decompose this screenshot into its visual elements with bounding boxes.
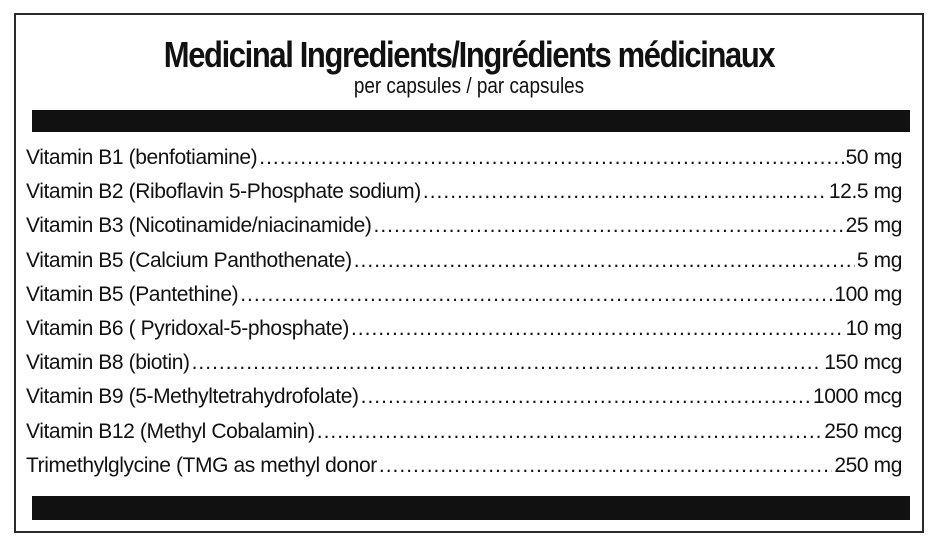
- ingredient-row-b6: [26, 317, 902, 351]
- ingredient-row-b2: [26, 180, 902, 214]
- ingredient-amount: 25 mg: [845, 214, 902, 238]
- dot-leader: [354, 249, 855, 273]
- panel-subtitle: per capsules / par capsules: [353, 73, 585, 98]
- ingredient-name: Vitamin B3 (Nicotinamide/niacinamide): [26, 214, 372, 238]
- ingredient-amount: 10 mg: [845, 316, 902, 340]
- ingredient-amount: 12.5 mg: [828, 180, 902, 204]
- ingredient-amount: 150 mcg: [824, 351, 902, 375]
- ingredient-amount: 50 mg: [845, 146, 902, 169]
- dot-leader: [351, 317, 844, 341]
- ingredient-row-b1: [26, 146, 902, 180]
- ingredient-name: Vitamin B5 (Calcium Panthothenate): [26, 248, 352, 272]
- ingredient-name: Vitamin B12 (Methyl Cobalamin): [26, 419, 315, 443]
- panel-title: Medicinal Ingredients/Ingrédients médicinaux: [163, 34, 775, 75]
- ingredient-amount: 100 mg: [834, 282, 902, 306]
- ingredients-panel: [14, 13, 924, 533]
- dot-leader: [317, 420, 823, 444]
- ingredient-row-b5-calcium: [26, 249, 902, 283]
- dot-leader: [361, 385, 811, 409]
- ingredient-row-b8: [26, 351, 902, 385]
- dot-leader: [192, 351, 823, 375]
- ingredient-row-b5-pantethine: [26, 283, 902, 317]
- ingredient-name: Trimethylglycine (TMG as methyl donor: [26, 453, 377, 477]
- bottom-divider-bar: [32, 496, 910, 520]
- dot-leader: [240, 283, 832, 307]
- ingredient-name: Vitamin B1 (benfotiamine): [26, 146, 258, 169]
- ingredient-name: Vitamin B2 (Riboflavin 5-Phosphate sodium): [26, 180, 421, 204]
- top-divider-bar: [32, 110, 910, 132]
- ingredient-name: Vitamin B6 ( Pyridoxal-5-phosphate): [26, 316, 349, 340]
- ingredient-name: Vitamin B5 (Pantethine): [26, 282, 239, 306]
- dot-leader: [373, 214, 843, 238]
- ingredient-row-b3: [26, 214, 902, 248]
- ingredient-amount: 250 mcg: [824, 419, 902, 443]
- dot-leader: [423, 180, 827, 204]
- ingredient-amount: 5 mg: [856, 248, 902, 272]
- ingredient-row-b9: [26, 385, 902, 419]
- ingredient-name: Vitamin B8 (biotin): [26, 351, 190, 375]
- ingredient-name: Vitamin B9 (5-Methyltetrahydrofolate): [26, 385, 359, 409]
- ingredient-row-tmg: [26, 454, 902, 488]
- dot-leader: [259, 146, 843, 170]
- ingredient-amount: 250 mg: [834, 453, 902, 477]
- ingredient-list: [26, 146, 902, 488]
- dot-leader: [379, 454, 832, 478]
- ingredient-row-b12: [26, 420, 902, 454]
- ingredient-amount: 1000 mcg: [812, 385, 902, 409]
